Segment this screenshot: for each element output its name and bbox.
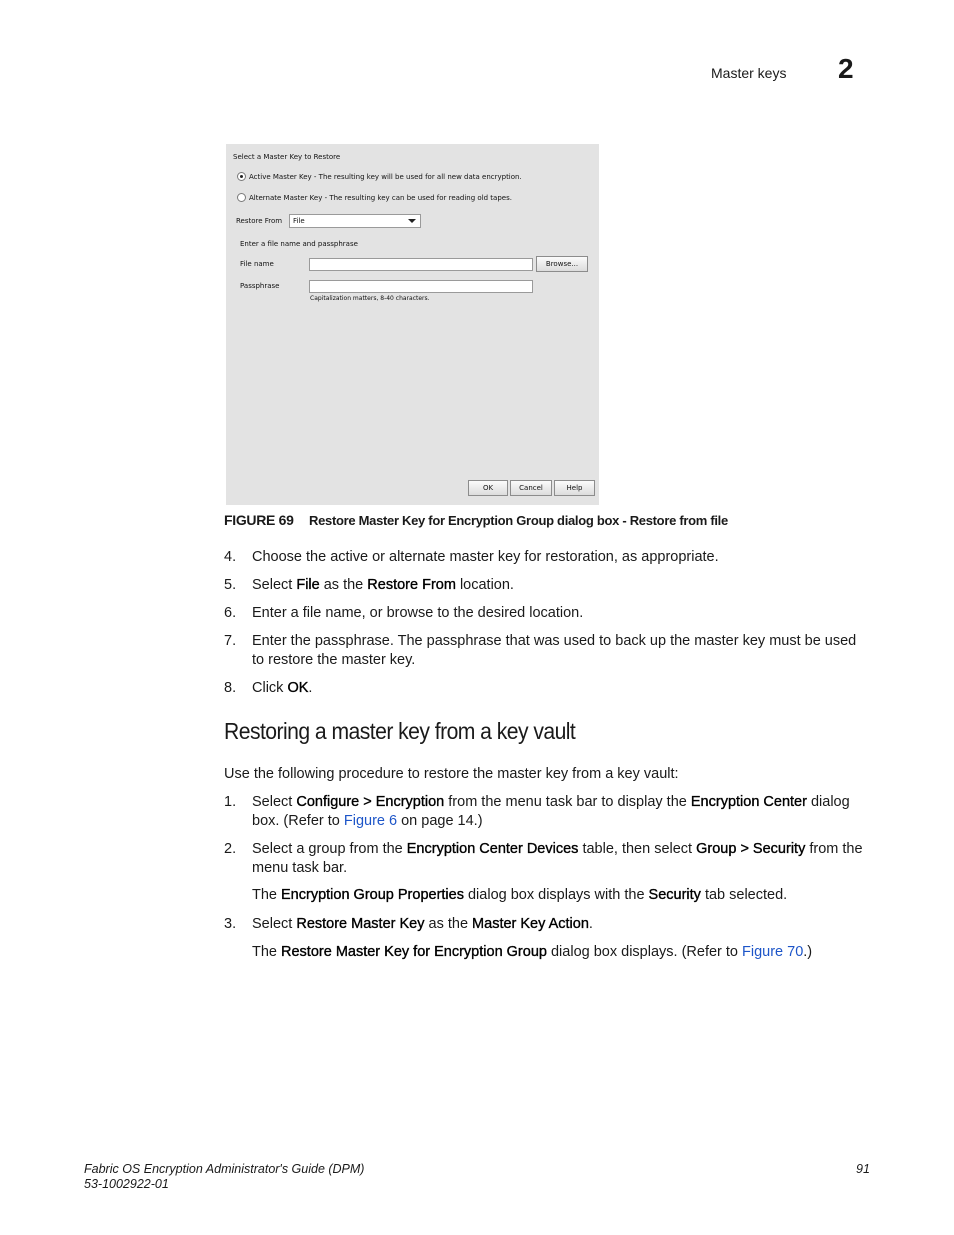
active-master-key-radio[interactable] [237,172,246,181]
browse-button[interactable]: Browse... [536,256,588,272]
help-button[interactable]: Help [554,480,595,496]
step-text: Click OK. [252,680,313,696]
step-number: 7. [224,633,237,649]
step-3-result: The Restore Master Key for Encryption Group dialog box displays. (Refer to Figure 70.) [252,944,813,960]
chapter-number: 2 [838,53,854,84]
restore-from-value: File [293,217,305,225]
instructions-text: Enter a file name and passphrase [240,240,358,248]
figure-caption [224,512,728,528]
step-number: 3. [224,916,237,932]
ok-button[interactable]: OK [468,480,508,496]
step-text: Choose the active or alternate master key for restoration, as appropriate. [252,549,719,565]
step-text: Select a group from the Encryption Center Devices table, then select Group > Security from the menu task bar. [252,841,863,876]
figure-label: FIGURE 69 [224,512,294,528]
restore-from-label: Restore From [236,217,283,225]
figure-70-link[interactable]: Figure 70 [742,944,804,960]
alternate-master-key-label: Alternate Master Key - The resulting key can be used for reading old tapes. [249,194,512,202]
file-name-label: File name [240,260,274,268]
footer-doc-id: 53-1002922-01 [84,1177,169,1191]
passphrase-label: Passphrase [240,282,280,290]
passphrase-input[interactable] [309,280,533,293]
active-master-key-label: Active Master Key - The resulting key will be used for all new data encryption. [249,173,522,181]
step-text: Select File as the Restore From location. [252,577,514,593]
step-number: 6. [224,605,237,621]
step-number: 2. [224,841,237,857]
figure-6-link[interactable]: Figure 6 [343,813,398,829]
step-text: Select Restore Master Key as the Master Key Action. [252,916,593,932]
chevron-down-icon [408,219,416,223]
footer-title: Fabric OS Encryption Administrator's Guide (DPM) [84,1162,365,1176]
step-text: Enter the passphrase. The passphrase that was used to back up the master key must be used to restore the master key. [252,633,857,668]
step-text: Select Configure > Encryption from the menu task bar to display the Encryption Center dialog box. (Refer to Figure 6 on page 14.) [252,794,850,829]
step-text: Enter a file name, or browse to the desired location. [252,605,584,621]
section-heading: Restoring a master key from a key vault [224,718,576,744]
step-2-result: The Encryption Group Properties dialog box displays with the Security tab selected. [252,887,788,903]
step-number: 4. [224,549,237,565]
step-number: 1. [224,794,237,810]
running-header-section: Master keys [711,65,787,81]
step-number: 8. [224,680,237,696]
file-name-input[interactable] [309,258,533,271]
group-title: Select a Master Key to Restore [233,153,341,161]
intro-paragraph: Use the following procedure to restore the master key from a key vault: [224,766,679,782]
alternate-master-key-radio[interactable] [237,193,246,202]
restore-master-key-dialog-screenshot [226,144,599,505]
step-number: 5. [224,577,237,593]
passphrase-hint: Capitalization matters, 8-40 characters. [310,295,430,302]
cancel-button[interactable]: Cancel [510,480,552,496]
page-number: 91 [856,1162,870,1176]
restore-from-select[interactable] [289,214,421,228]
figure-title: Restore Master Key for Encryption Group dialog box - Restore from file [309,513,728,528]
